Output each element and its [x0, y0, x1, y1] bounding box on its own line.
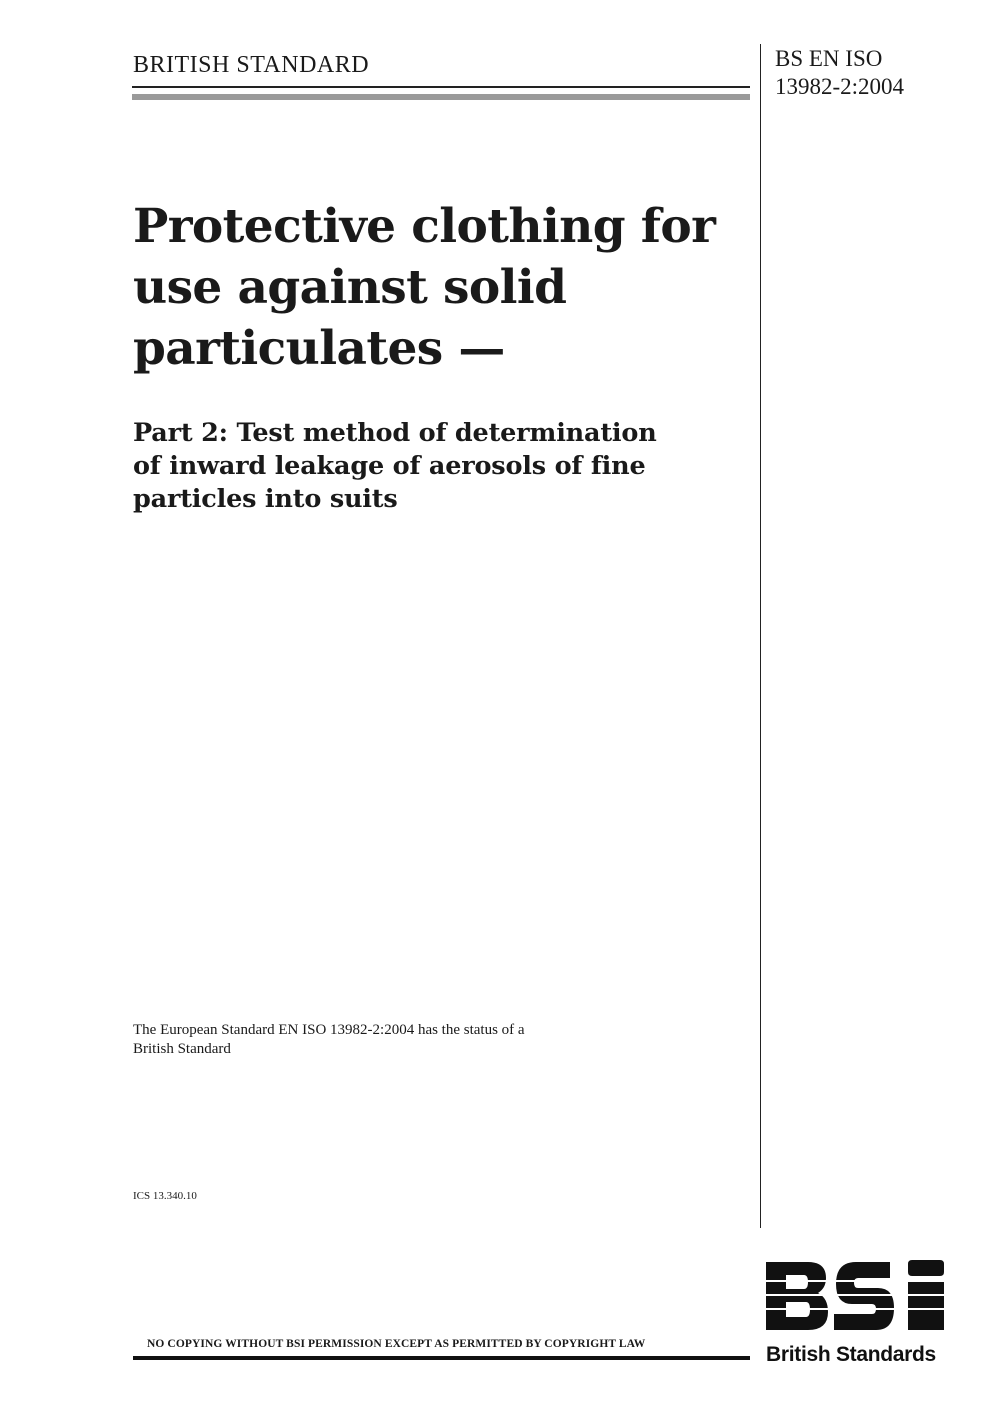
title-line: use against solid [133, 260, 567, 315]
document-title [133, 196, 753, 379]
standard-number-line: BS EN ISO [775, 46, 883, 71]
status-note [133, 1021, 525, 1059]
subtitle-line: particles into suits [133, 484, 398, 514]
subtitle-line: Part 2: Test method of determination [133, 418, 657, 448]
document-subtitle [133, 417, 753, 516]
copyright-notice: NO COPYING WITHOUT BSI PERMISSION EXCEPT AS PERMITTED BY COPYRIGHT LAW [147, 1338, 646, 1350]
title-line: particulates — [133, 321, 505, 376]
standard-number [775, 45, 904, 101]
bsi-logo-icon [766, 1260, 946, 1332]
ics-code: ICS 13.340.10 [133, 1190, 197, 1202]
header-label: BRITISH STANDARD [133, 52, 370, 78]
header-rule-gray [132, 94, 750, 100]
standard-number-line: 13982-2:2004 [775, 74, 905, 99]
subtitle-line: of inward leakage of aerosols of fine [133, 451, 646, 481]
title-line: Protective clothing for [133, 199, 716, 254]
vertical-divider [760, 44, 761, 1228]
bsi-tagline: British Standards [766, 1343, 936, 1366]
status-note-line: British Standard [133, 1041, 231, 1057]
status-note-line: The European Standard EN ISO 13982-2:2004 has the status of a [133, 1022, 525, 1038]
footer-rule [133, 1356, 750, 1360]
header-rule [132, 86, 750, 88]
